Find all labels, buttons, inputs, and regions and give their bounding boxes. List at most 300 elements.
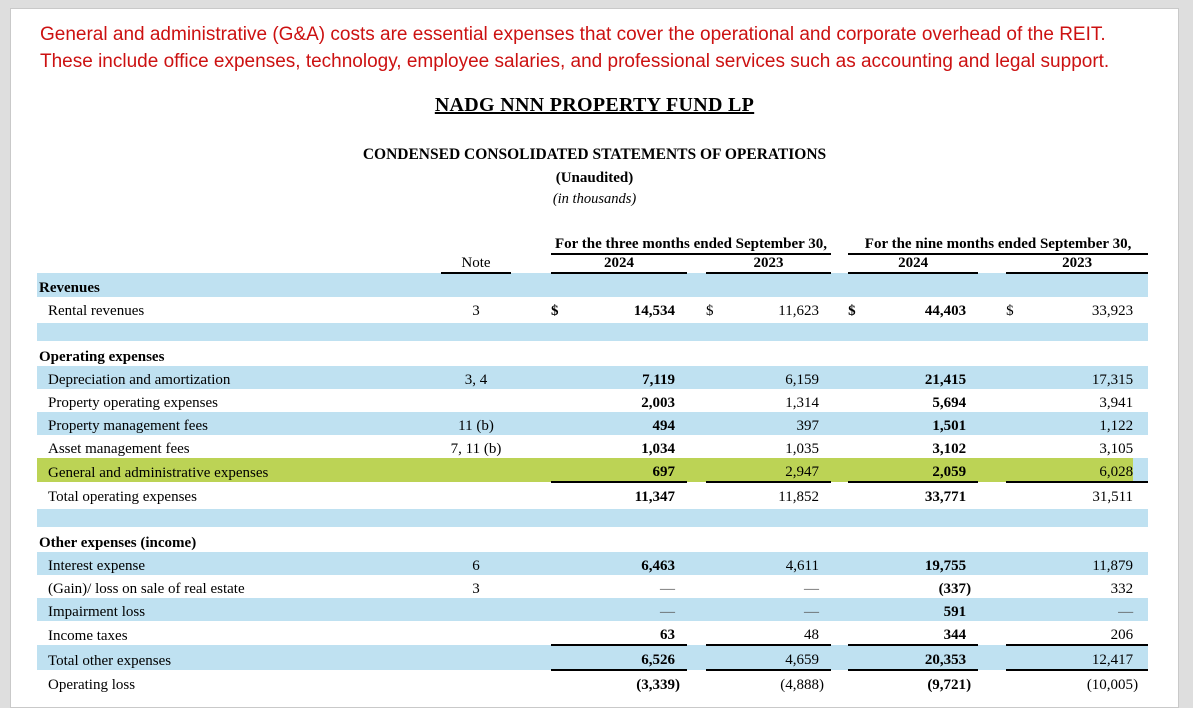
gap-cell <box>511 598 551 621</box>
currency-cell <box>706 412 726 435</box>
gap-cell <box>978 412 1006 435</box>
gap-cell <box>978 297 1006 322</box>
gap-cell <box>831 412 848 435</box>
header-spacer <box>37 236 551 254</box>
table-row <box>37 435 1148 458</box>
paren-cell <box>966 412 978 435</box>
value-cell: 48 <box>804 627 819 643</box>
table-row <box>37 598 1148 621</box>
table-row <box>37 458 1148 482</box>
paren-cell: ) <box>966 670 978 694</box>
note-cell <box>441 621 511 645</box>
row-label: General and administrative expenses <box>37 458 441 482</box>
note-cell <box>441 645 511 670</box>
gap-cell <box>687 670 706 694</box>
year-header-row <box>37 254 1148 273</box>
value-cell: 2,947 <box>726 458 819 482</box>
gap-cell <box>831 670 848 694</box>
paren-cell <box>819 482 831 508</box>
value-cell: 3,102 <box>932 441 967 457</box>
paren-cell <box>966 621 978 645</box>
currency-cell <box>1006 412 1026 435</box>
gap-cell <box>687 552 706 575</box>
currency-cell <box>1006 366 1026 389</box>
paren-cell <box>1133 273 1148 297</box>
table-row <box>37 366 1148 389</box>
currency-cell <box>1006 342 1026 366</box>
currency-cell: $ <box>551 303 559 319</box>
note-cell: 6 <box>472 558 480 574</box>
paren-cell <box>819 552 831 575</box>
paren-cell <box>1133 342 1148 366</box>
gap-cell <box>831 389 848 412</box>
paren-cell <box>966 482 978 508</box>
paren-cell <box>819 389 831 412</box>
paren-cell <box>819 528 831 552</box>
company-title: NADG NNN PROPERTY FUND LP <box>434 94 755 116</box>
note-cell <box>441 389 511 412</box>
row-label: Property management fees <box>48 418 208 434</box>
value-cell: — <box>804 604 819 620</box>
gap-cell <box>687 273 706 297</box>
table-row <box>37 412 1148 435</box>
value-cell: 6,526 <box>571 645 675 670</box>
gap-cell <box>511 528 551 552</box>
paren-cell <box>1133 435 1148 458</box>
currency-cell <box>706 552 726 575</box>
currency-cell <box>706 389 726 412</box>
currency-cell <box>706 598 726 621</box>
row-label: Operating loss <box>48 677 136 693</box>
header-spacer <box>37 254 441 273</box>
header-spacer <box>511 254 551 273</box>
gap-cell <box>978 458 1006 482</box>
note-cell <box>441 598 511 621</box>
gap-cell <box>687 342 706 366</box>
currency-cell <box>706 645 726 670</box>
row-label: Asset management fees <box>48 441 190 457</box>
gap-cell <box>511 366 551 389</box>
value-cell: 1,501 <box>932 418 967 434</box>
paren-cell <box>966 552 978 575</box>
gap-cell <box>978 670 1006 694</box>
row-label: Interest expense <box>48 558 146 574</box>
note-cell <box>441 482 511 508</box>
paren-cell <box>1133 575 1148 598</box>
paren-cell <box>819 458 831 482</box>
gap-cell <box>511 575 551 598</box>
paren-cell <box>675 389 687 412</box>
row-label: Other expenses (income) <box>39 535 197 551</box>
gap-cell <box>687 621 706 645</box>
gap-cell <box>511 645 551 670</box>
gap-cell <box>978 342 1006 366</box>
note-cell: 3 <box>472 581 480 597</box>
currency-cell <box>551 389 571 412</box>
table-row <box>37 645 1148 670</box>
gap-cell <box>831 552 848 575</box>
currency-cell <box>706 342 726 366</box>
currency-cell <box>848 552 868 575</box>
gap-cell <box>511 482 551 508</box>
value-cell: — <box>660 604 675 620</box>
gap-cell <box>511 273 551 297</box>
currency-cell <box>706 458 726 482</box>
value-cell: 11,623 <box>778 303 819 319</box>
currency-cell <box>706 435 726 458</box>
paren-cell <box>675 528 687 552</box>
paren-cell <box>675 575 687 598</box>
currency-cell: $ <box>848 303 856 319</box>
value-cell: (3,339 <box>571 670 675 694</box>
currency-cell <box>551 482 571 508</box>
gap-cell <box>978 482 1006 508</box>
value-cell: 11,347 <box>571 482 675 508</box>
value-cell: 344 <box>943 627 967 643</box>
gap-cell <box>978 575 1006 598</box>
currency-cell <box>706 670 726 694</box>
paren-cell <box>966 435 978 458</box>
row-label: Total operating expenses <box>48 489 197 505</box>
spacer-cell <box>37 508 1148 529</box>
note-cell: 3, 4 <box>464 372 488 388</box>
gap-cell <box>978 552 1006 575</box>
row-label: Depreciation and amortization <box>48 372 231 388</box>
row-label: Income taxes <box>48 628 128 644</box>
table-row <box>37 482 1148 508</box>
paren-cell <box>675 482 687 508</box>
row-label: Operating expenses <box>39 349 165 365</box>
operations-statement-table <box>37 236 1148 694</box>
spacer-row <box>37 322 1148 343</box>
currency-cell <box>551 575 571 598</box>
paren-cell <box>675 435 687 458</box>
three-months-header: For the three months ended September 30, <box>551 236 831 254</box>
table-body <box>37 273 1148 694</box>
gap-cell <box>511 458 551 482</box>
value-cell: 1,034 <box>641 441 675 457</box>
value-cell: 332 <box>1110 581 1134 597</box>
paren-cell <box>1133 297 1148 322</box>
paren-cell <box>1133 366 1148 389</box>
gap-cell <box>831 645 848 670</box>
gap-cell <box>511 412 551 435</box>
currency-cell <box>1006 273 1026 297</box>
value-cell: 11,852 <box>726 482 819 508</box>
row-label: Impairment loss <box>48 604 146 620</box>
currency-cell <box>848 458 868 482</box>
table-row <box>37 273 1148 297</box>
currency-cell <box>551 670 571 694</box>
value-cell: 11,879 <box>1092 558 1134 574</box>
note-cell <box>441 342 511 366</box>
value-cell: 6,159 <box>785 372 819 388</box>
value-cell: 12,417 <box>1026 645 1133 670</box>
value-cell <box>726 342 819 366</box>
value-cell: (9,721 <box>868 670 966 694</box>
currency-cell <box>848 273 868 297</box>
currency-cell <box>706 482 726 508</box>
currency-cell <box>1006 435 1026 458</box>
note-cell <box>441 670 511 694</box>
gap-cell <box>831 482 848 508</box>
currency-cell <box>551 273 571 297</box>
header-spacer <box>978 254 1006 273</box>
table-row <box>37 670 1148 694</box>
paren-cell <box>1133 412 1148 435</box>
paren-cell <box>675 598 687 621</box>
value-cell: (10,005 <box>1026 670 1133 694</box>
value-cell <box>868 342 966 366</box>
paren-cell <box>819 621 831 645</box>
paren-cell <box>675 645 687 670</box>
currency-cell <box>551 435 571 458</box>
gap-cell <box>831 528 848 552</box>
value-cell: 21,415 <box>924 372 967 388</box>
currency-cell <box>1006 645 1026 670</box>
paren-cell <box>966 366 978 389</box>
spacer-cell <box>37 322 1148 343</box>
gap-cell <box>831 273 848 297</box>
units-label: (in thousands) <box>552 191 637 207</box>
currency-cell <box>551 528 571 552</box>
paren-cell <box>819 297 831 322</box>
currency-cell <box>706 273 726 297</box>
currency-cell <box>706 366 726 389</box>
gap-cell <box>831 458 848 482</box>
year-header-9mo-2024: 2024 <box>848 254 978 273</box>
gap-cell <box>511 389 551 412</box>
nine-months-header: For the nine months ended September 30, <box>848 236 1148 254</box>
gap-cell <box>511 621 551 645</box>
currency-cell <box>551 598 571 621</box>
currency-cell <box>1006 621 1026 645</box>
paren-cell <box>675 273 687 297</box>
year-header-9mo-2023: 2023 <box>1006 254 1148 273</box>
value-cell: 5,694 <box>932 395 967 411</box>
value-cell: (337 <box>938 581 967 597</box>
paren-cell <box>1133 645 1148 670</box>
row-label: Rental revenues <box>48 303 145 319</box>
header-spacer <box>687 254 706 273</box>
paren-cell <box>966 273 978 297</box>
currency-cell <box>848 575 868 598</box>
gap-cell <box>831 575 848 598</box>
value-cell: — <box>804 581 819 597</box>
statement-title: CONDENSED CONSOLIDATED STATEMENTS OF OPERATIONS <box>362 146 827 163</box>
note-cell <box>441 458 511 482</box>
value-cell: 33,923 <box>1091 303 1134 319</box>
paren-cell <box>1133 598 1148 621</box>
value-cell: 2,003 <box>641 395 675 411</box>
paren-cell <box>966 297 978 322</box>
value-cell <box>726 528 819 552</box>
paren-cell <box>966 342 978 366</box>
paren-cell <box>675 552 687 575</box>
currency-cell <box>706 575 726 598</box>
gap-cell <box>831 297 848 322</box>
currency-cell <box>1006 389 1026 412</box>
currency-cell <box>551 645 571 670</box>
gap-cell <box>978 645 1006 670</box>
paren-cell <box>675 458 687 482</box>
currency-cell <box>848 342 868 366</box>
paren-cell <box>966 645 978 670</box>
value-cell: 20,353 <box>868 645 966 670</box>
table-header <box>37 236 1148 273</box>
paren-cell <box>966 458 978 482</box>
value-cell <box>1026 342 1133 366</box>
note-cell: 3 <box>472 303 480 319</box>
row-label: Property operating expenses <box>48 395 218 411</box>
currency-cell <box>706 528 726 552</box>
value-cell: 494 <box>652 418 675 434</box>
gap-cell <box>511 435 551 458</box>
currency-cell <box>848 528 868 552</box>
currency-cell: $ <box>706 303 714 319</box>
paren-cell <box>675 342 687 366</box>
paren-cell: ) <box>819 670 831 694</box>
gap-cell <box>831 598 848 621</box>
gap-cell <box>978 528 1006 552</box>
note-cell <box>441 273 511 297</box>
paren-cell <box>1133 458 1148 482</box>
currency-cell <box>551 412 571 435</box>
paren-cell <box>966 598 978 621</box>
currency-cell <box>848 366 868 389</box>
value-cell: 33,771 <box>868 482 966 508</box>
gap-cell <box>978 435 1006 458</box>
value-cell <box>868 528 966 552</box>
year-header-3mo-2023: 2023 <box>706 254 831 273</box>
document-page <box>10 8 1179 708</box>
paren-cell <box>966 528 978 552</box>
value-cell: 3,941 <box>1099 395 1134 411</box>
paren-cell <box>1133 552 1148 575</box>
gap-cell <box>978 621 1006 645</box>
gap-cell <box>687 297 706 322</box>
value-cell: 697 <box>571 458 675 482</box>
gap-cell <box>687 366 706 389</box>
gap-cell <box>687 528 706 552</box>
paren-cell <box>1133 528 1148 552</box>
value-cell: 7,119 <box>642 372 675 388</box>
row-label: Revenues <box>39 280 100 296</box>
paren-cell <box>819 273 831 297</box>
value-cell <box>726 273 819 297</box>
gap-cell <box>511 342 551 366</box>
paren-cell <box>1133 482 1148 508</box>
value-cell: 63 <box>660 627 675 643</box>
currency-cell <box>1006 670 1026 694</box>
currency-cell <box>848 598 868 621</box>
paren-cell <box>675 366 687 389</box>
currency-cell <box>551 621 571 645</box>
currency-cell <box>848 621 868 645</box>
gap-cell <box>978 366 1006 389</box>
value-cell: 591 <box>943 604 967 620</box>
value-cell <box>1026 528 1133 552</box>
table-row <box>37 621 1148 645</box>
value-cell: 3,105 <box>1099 441 1134 457</box>
value-cell: 19,755 <box>924 558 967 574</box>
paren-cell <box>819 598 831 621</box>
table-row <box>37 389 1148 412</box>
currency-cell <box>1006 458 1026 482</box>
value-cell: 206 <box>1110 627 1134 643</box>
currency-cell <box>1006 482 1026 508</box>
currency-cell <box>848 435 868 458</box>
gap-cell <box>978 389 1006 412</box>
value-cell: 397 <box>796 418 819 434</box>
paren-cell <box>819 342 831 366</box>
gap-cell <box>687 482 706 508</box>
paren-cell <box>1133 389 1148 412</box>
value-cell: 14,534 <box>633 303 675 319</box>
value-cell: 6,463 <box>641 558 675 574</box>
value-cell <box>868 273 966 297</box>
period-header-row <box>37 236 1148 254</box>
gap-cell <box>687 412 706 435</box>
value-cell: 31,511 <box>1026 482 1133 508</box>
table-row <box>37 528 1148 552</box>
gap-cell <box>687 458 706 482</box>
gap-cell <box>511 670 551 694</box>
spacer-row <box>37 508 1148 529</box>
year-header-3mo-2024: 2024 <box>551 254 687 273</box>
gap-cell <box>687 598 706 621</box>
value-cell: 6,028 <box>1026 458 1133 482</box>
table-row <box>37 575 1148 598</box>
value-cell <box>571 342 675 366</box>
value-cell: 2,059 <box>868 458 966 482</box>
value-cell: 1,314 <box>785 395 819 411</box>
value-cell <box>571 273 675 297</box>
gap-cell <box>831 366 848 389</box>
currency-cell <box>848 670 868 694</box>
currency-cell <box>1006 575 1026 598</box>
gap-cell <box>687 435 706 458</box>
paren-cell <box>819 366 831 389</box>
gap-cell <box>978 598 1006 621</box>
gap-cell <box>687 645 706 670</box>
value-cell: 44,403 <box>924 303 967 319</box>
note-cell <box>441 528 511 552</box>
paren-cell <box>675 621 687 645</box>
value-cell: 4,659 <box>726 645 819 670</box>
value-cell: (4,888 <box>726 670 819 694</box>
paren-cell: ) <box>675 670 687 694</box>
header-spacer <box>831 236 848 254</box>
currency-cell <box>1006 598 1026 621</box>
currency-cell <box>1006 552 1026 575</box>
currency-cell <box>706 621 726 645</box>
currency-cell <box>551 366 571 389</box>
paren-cell <box>675 412 687 435</box>
row-label: (Gain)/ loss on sale of real estate <box>48 581 245 597</box>
gap-cell <box>511 552 551 575</box>
gap-cell <box>687 575 706 598</box>
currency-cell <box>848 645 868 670</box>
currency-cell <box>848 412 868 435</box>
value-cell <box>1026 273 1133 297</box>
paren-cell: ) <box>1133 670 1148 694</box>
currency-cell <box>848 389 868 412</box>
paren-cell <box>819 575 831 598</box>
header-spacer <box>831 254 848 273</box>
paren-cell: ) <box>966 581 972 597</box>
row-label: Total other expenses <box>48 653 172 669</box>
